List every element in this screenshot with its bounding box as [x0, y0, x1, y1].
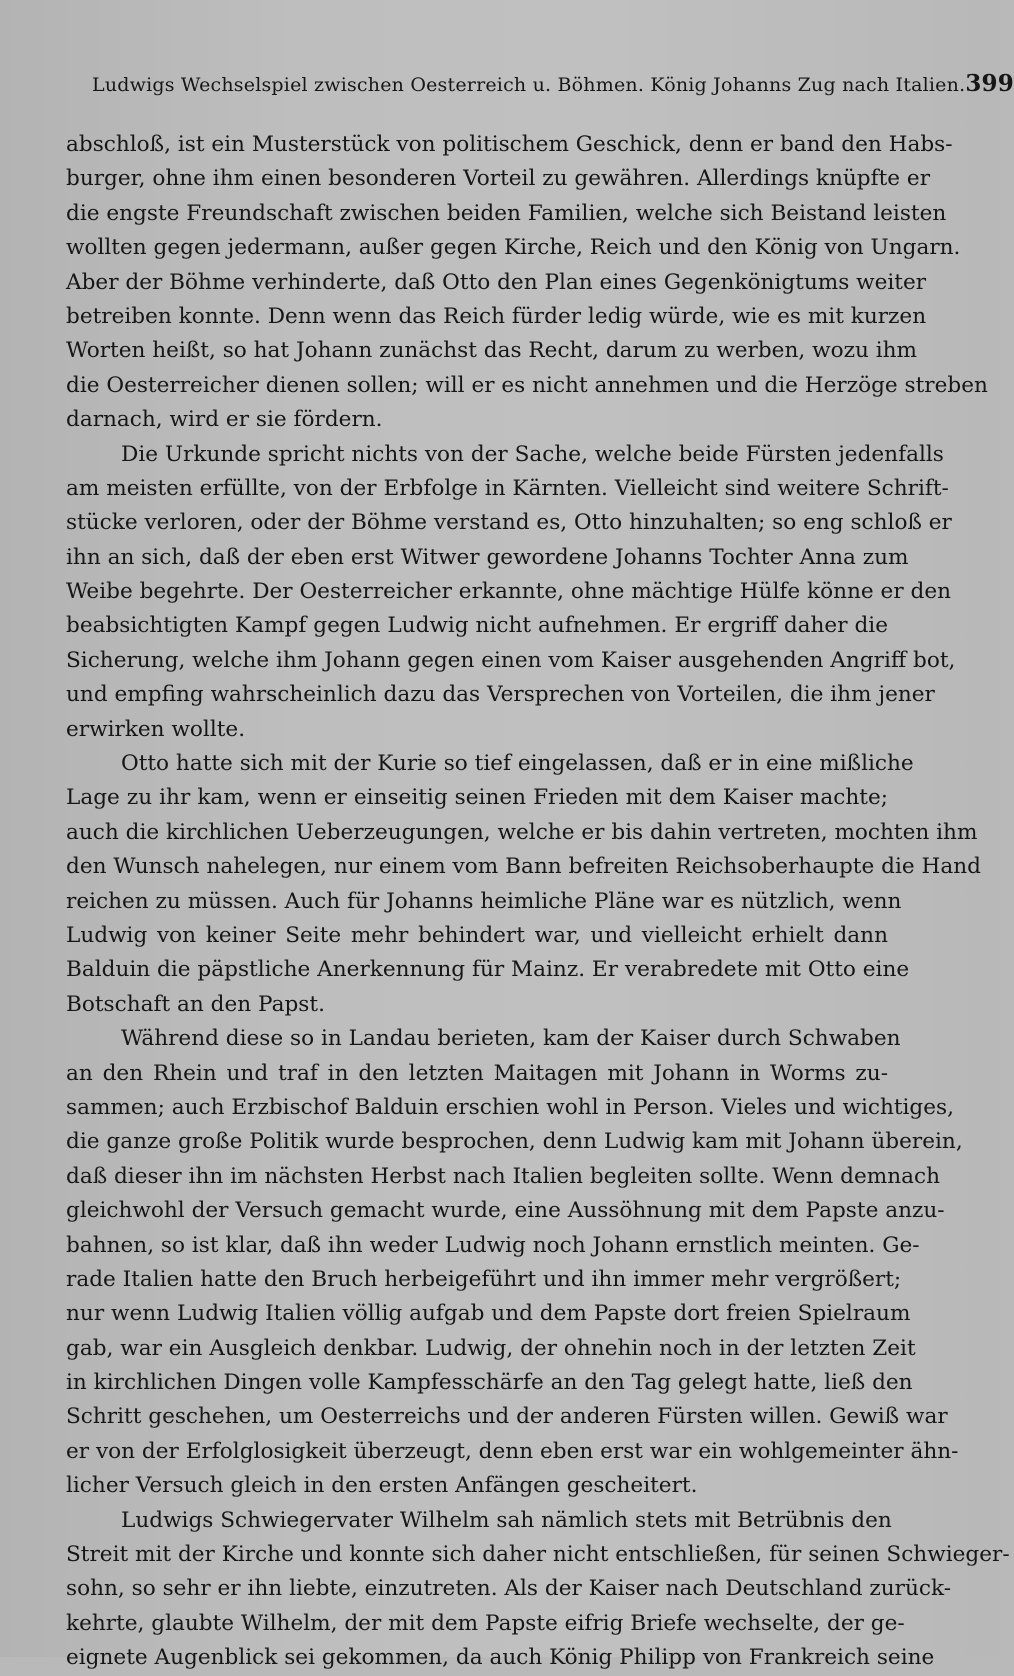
text-line: wollten gegen jedermann, außer gegen Kirche, Reich und den König von Ungarn.	[66, 235, 961, 261]
running-header	[92, 70, 1014, 106]
text-line: Weibe begehrte. Der Oesterreicher erkannte, ohne mächtige Hülfe könne er den	[66, 579, 952, 605]
text-line: Lage zu ihr kam, wenn er einseitig seinen Frieden mit dem Kaiser machte;	[66, 785, 888, 811]
text-line: erwirken wollte.	[66, 716, 246, 742]
text-line: Die Urkunde spricht nichts von der Sache, welche beide Fürsten jedenfalls	[121, 441, 944, 467]
paragraph	[66, 1022, 963, 1503]
text-line: am meisten erfüllte, von der Erbfolge in Kärnten. Vielleicht sind weitere Schrift-	[66, 475, 949, 501]
text-line: Streit mit der Kirche und konnte sich daher nicht entschließen, für seinen Schwieger-	[66, 1542, 1010, 1568]
text-line: Balduin die päpstliche Anerkennung für Mainz. Er verabredete mit Otto eine	[66, 957, 910, 983]
body-text	[66, 128, 1010, 1676]
text-line: Ludwigs Schwiegervater Wilhelm sah nämlich stets mit Betrübnis den	[121, 1507, 892, 1533]
text-line: Botschaft an den Papst.	[66, 991, 325, 1017]
text-line: Worten heißt, so hat Johann zunächst das Recht, darum zu werben, wozu ihm	[66, 338, 918, 364]
text-line: gleichwohl der Versuch gemacht wurde, eine Aussöhnung mit dem Papste anzu-	[66, 1198, 945, 1224]
text-line: die ganze große Politik wurde besprochen, denn Ludwig kam mit Johann überein,	[66, 1129, 963, 1155]
text-line: den Wunsch nahelegen, nur einem vom Bann befreiten Reichsoberhaupte die Hand	[66, 854, 981, 880]
text-line: und empfing wahrscheinlich dazu das Versprechen von Vorteilen, die ihm jener	[66, 682, 935, 708]
text-line: Sicherung, welche ihm Johann gegen einen vom Kaiser ausgehenden Angriff bot,	[66, 647, 956, 673]
text-line: licher Versuch gleich in den ersten Anfängen gescheitert.	[66, 1473, 698, 1499]
paragraph	[66, 747, 981, 1022]
text-line: die engste Freundschaft zwischen beiden Familien, welche sich Beistand leisten	[66, 200, 947, 226]
text-line: er von der Erfolglosigkeit überzeugt, denn eben erst war ein wohlgemeinter ähn-	[66, 1438, 959, 1464]
text-line: gab, war ein Ausgleich denkbar. Ludwig, der ohnehin noch in der letzten Zeit	[66, 1335, 916, 1361]
text-line: sammen; auch Erzbischof Balduin erschien wohl in Person. Vieles und wichtiges,	[66, 1094, 954, 1120]
text-line: auch die kirchlichen Ueberzeugungen, welche er bis dahin vertreten, mochten ihm	[66, 819, 978, 845]
paragraph	[66, 1504, 1010, 1676]
text-line: abschloß, ist ein Musterstück von politischem Geschick, denn er band den Habs-	[66, 132, 953, 157]
page-number: 399	[965, 70, 1014, 97]
text-line: Otto hatte sich mit der Kurie so tief eingelassen, daß er in eine mißliche	[121, 751, 914, 777]
text-line: an den Rhein und traf in den letzten Maitagen mit Johann in Worms zu-	[66, 1060, 888, 1086]
text-line: rade Italien hatte den Bruch herbeigeführt und ihn immer mehr vergrößert;	[66, 1266, 902, 1292]
text-line: Aber der Böhme verhinderte, daß Otto den Plan eines Gegenkönigtums weiter	[66, 269, 927, 295]
text-line: bahnen, so ist klar, daß ihn weder Ludwig noch Johann ernstlich meinten. Ge-	[66, 1232, 920, 1258]
text-line: sohn, so sehr er ihn liebte, einzutreten. Als der Kaiser nach Deutschland zurück-	[66, 1576, 952, 1602]
text-line: Während diese so in Landau berieten, kam der Kaiser durch Schwaben	[121, 1026, 901, 1052]
text-line: die Oesterreicher dienen sollen; will er es nicht annehmen und die Herzöge streben	[66, 372, 988, 398]
paragraph	[66, 128, 988, 438]
text-line: stücke verloren, oder der Böhme verstand es, Otto hinzuhalten; so eng schloß er	[66, 510, 952, 536]
text-line: kehrte, glaubte Wilhelm, der mit dem Papste eifrig Briefe wechselte, der ge-	[66, 1610, 905, 1636]
text-line: Schritt geschehen, um Oesterreichs und der anderen Fürsten willen. Gewiß war	[66, 1404, 948, 1430]
text-line: reichen zu müssen. Auch für Johanns heimliche Pläne war es nützlich, wenn	[66, 888, 902, 914]
text-line: burger, ohne ihm einen besonderen Vorteil zu gewähren. Allerdings knüpfte er	[66, 166, 931, 192]
text-line: in kirchlichen Dingen volle Kampfesschärfe an den Tag gelegt hatte, ließ den	[66, 1370, 913, 1396]
text-line: nur wenn Ludwig Italien völlig aufgab und dem Papste dort freien Spielraum	[66, 1301, 911, 1327]
running-header-title: Ludwigs Wechselspiel zwischen Oesterreich u. Böhmen. König Johanns Zug nach Italien.	[92, 74, 966, 96]
text-line: eignete Augenblick sei gekommen, da auch König Philipp von Frankreich seine	[66, 1645, 935, 1671]
text-line: Ludwig von keiner Seite mehr behindert war, und vielleicht erhielt dann	[66, 922, 888, 948]
text-line: daß dieser ihn im nächsten Herbst nach Italien begleiten sollte. Wenn demnach	[66, 1163, 941, 1189]
text-line: ihn an sich, daß der eben erst Witwer gewordene Johanns Tochter Anna zum	[66, 544, 909, 570]
text-line: darnach, wird er sie fördern.	[66, 407, 383, 433]
text-line: betreiben konnte. Denn wenn das Reich fürder ledig würde, wie es mit kurzen	[66, 303, 927, 329]
text-line: beabsichtigten Kampf gegen Ludwig nicht aufnehmen. Er ergriff daher die	[66, 613, 888, 639]
paragraph	[66, 438, 956, 748]
